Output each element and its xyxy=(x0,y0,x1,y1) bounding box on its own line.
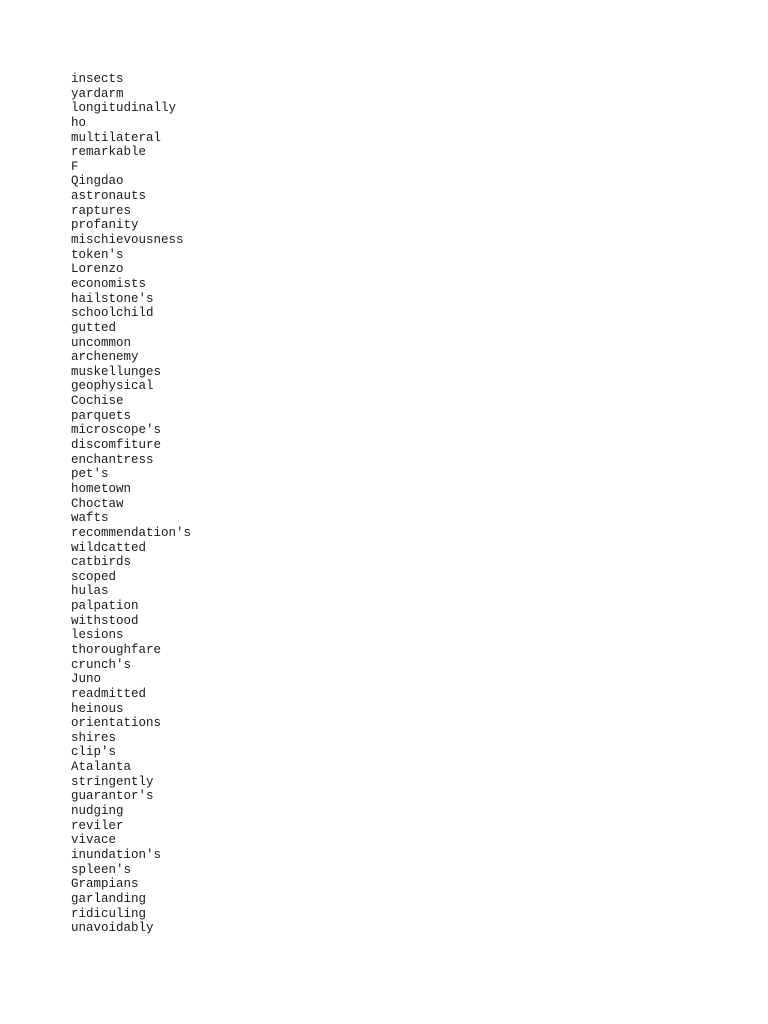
word-item: shires xyxy=(71,730,117,745)
word-item: insects xyxy=(71,72,124,86)
word-item: profanity xyxy=(71,218,139,233)
word-item: palpation xyxy=(71,599,139,614)
word-item: Choctaw xyxy=(71,496,124,511)
word-item: ho xyxy=(71,115,87,130)
word-item: multilateral xyxy=(71,130,162,145)
word-item: ridiculing xyxy=(71,906,147,921)
word-item: crunch's xyxy=(71,657,132,672)
word-item: discomfiture xyxy=(71,438,162,453)
word-item: longitudinally xyxy=(71,101,177,116)
word-item: thoroughfare xyxy=(71,642,162,657)
word-item: pet's xyxy=(71,467,109,482)
word-item: gutted xyxy=(71,320,117,335)
word-item: mischievousness xyxy=(71,233,184,248)
word-item: Qingdao xyxy=(71,174,124,189)
word-item: stringently xyxy=(71,774,154,789)
word-item: guarantor's xyxy=(71,789,154,804)
word-item: withstood xyxy=(71,613,139,628)
word-item: catbirds xyxy=(71,555,132,570)
word-item: schoolchild xyxy=(71,306,154,321)
word-item: remarkable xyxy=(71,145,147,160)
word-item: microscope's xyxy=(71,423,162,438)
word-item: Juno xyxy=(71,672,102,687)
word-item: enchantress xyxy=(71,452,154,467)
word-item: Atalanta xyxy=(71,760,132,775)
word-item: nudging xyxy=(71,804,124,819)
word-item: hulas xyxy=(71,584,109,599)
word-item: muskellunges xyxy=(71,364,162,379)
word-item: garlanding xyxy=(71,891,147,906)
word-item: hometown xyxy=(71,481,132,496)
word-item: yardarm xyxy=(71,86,124,101)
word-item: wafts xyxy=(71,511,109,526)
word-item: wildcatted xyxy=(71,540,147,555)
word-item: Lorenzo xyxy=(71,262,124,277)
word-item: parquets xyxy=(71,408,132,423)
word-item: heinous xyxy=(71,701,124,716)
word-item: astronauts xyxy=(71,189,147,204)
word-item: Cochise xyxy=(71,394,124,409)
word-item: uncommon xyxy=(71,335,132,350)
word-item: inundation's xyxy=(71,847,162,862)
word-item: geophysical xyxy=(71,379,154,394)
word-item: raptures xyxy=(71,203,132,218)
word-item: recommendation's xyxy=(71,525,192,540)
word-item: orientations xyxy=(71,716,162,731)
word-item: archenemy xyxy=(71,350,139,365)
word-item: scoped xyxy=(71,569,117,584)
word-item: lesions xyxy=(71,628,124,643)
word-list xyxy=(71,72,191,936)
word-item: economists xyxy=(71,276,147,291)
word-item: reviler xyxy=(71,818,124,833)
word-item: readmitted xyxy=(71,686,147,701)
word-item: hailstone's xyxy=(71,291,154,306)
word-item: unavoidably xyxy=(71,921,154,936)
word-item: clip's xyxy=(71,745,117,760)
word-item: F xyxy=(71,159,79,174)
word-item: token's xyxy=(71,247,124,262)
word-item: vivace xyxy=(71,833,117,848)
word-item: spleen's xyxy=(71,862,132,877)
word-item: Grampians xyxy=(71,877,139,892)
